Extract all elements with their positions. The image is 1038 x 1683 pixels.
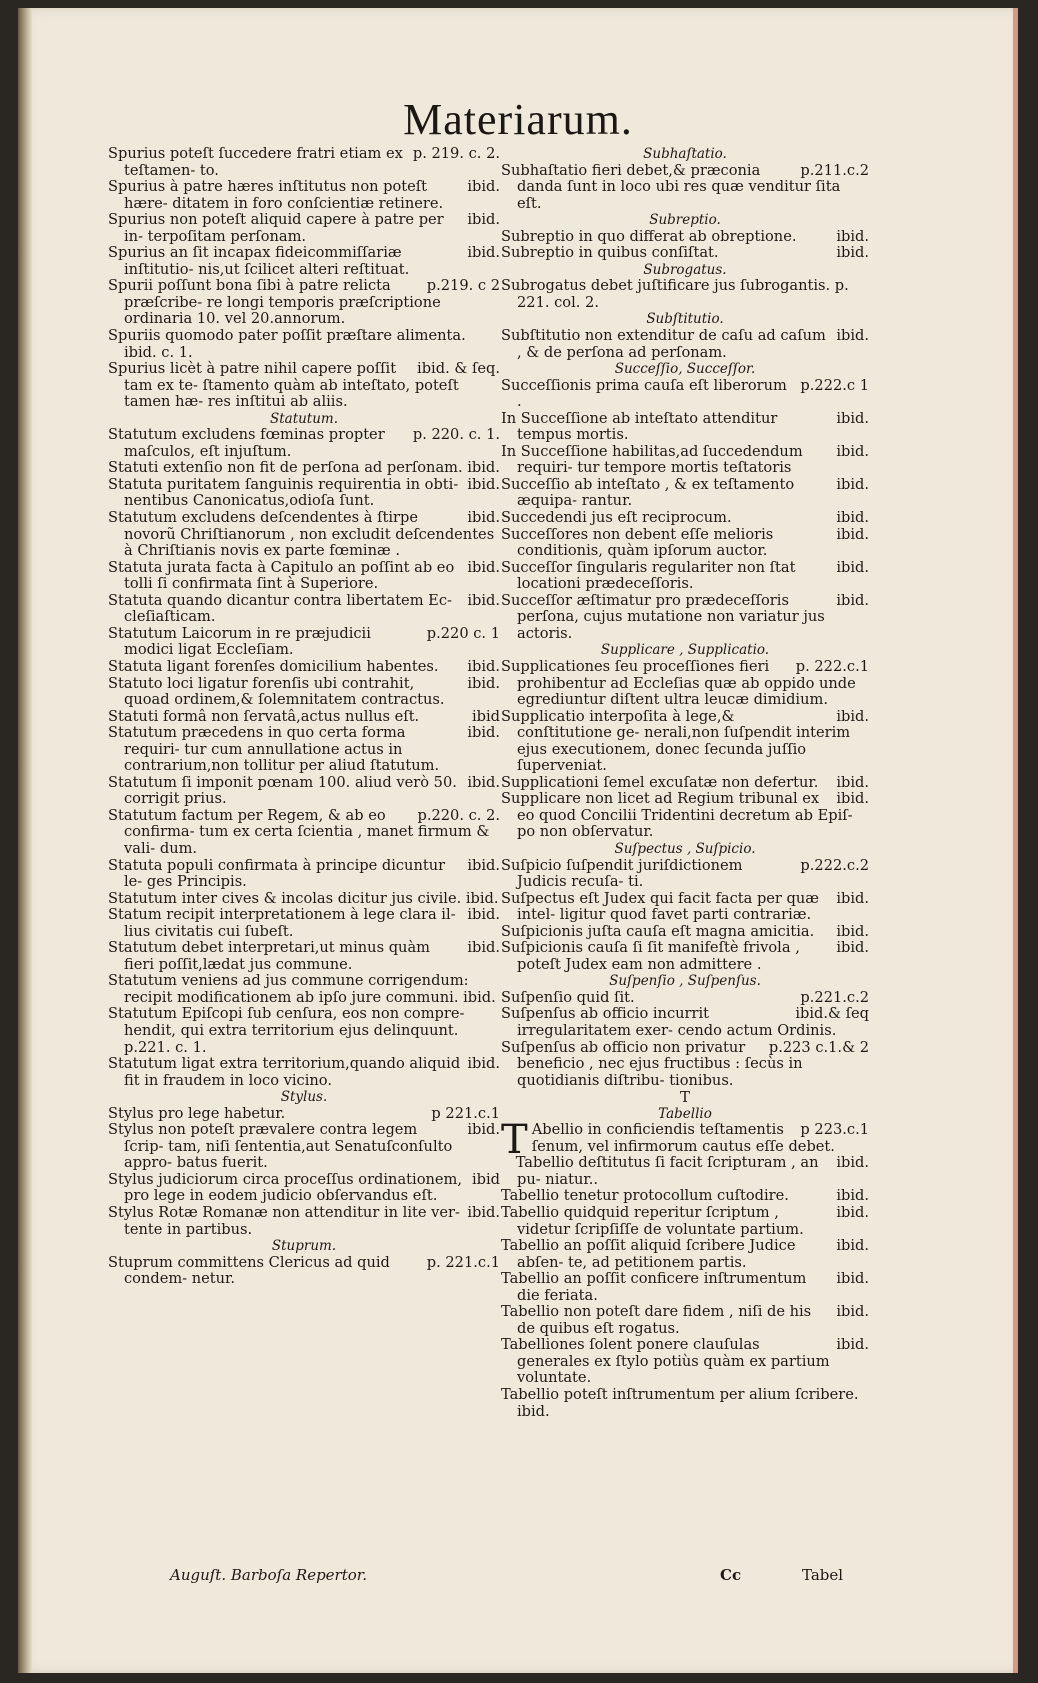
index-entry xyxy=(501,659,869,709)
index-entry xyxy=(501,990,869,1007)
page-reference: ibid. xyxy=(467,939,500,957)
page-reference: p. 222.c.1 xyxy=(795,657,869,675)
index-entry xyxy=(501,791,869,841)
page-reference: p.211.c.2 xyxy=(800,161,869,179)
index-entry xyxy=(108,940,500,973)
page-reference: p.219. c 2 xyxy=(426,277,500,295)
entry-text: Supplicare non licet ad Regium tribunal ex eo quod Concilii Tridentini decretum ab Epiſ- po non obſervatur. xyxy=(501,790,853,841)
index-entry xyxy=(501,891,869,924)
page-reference: ibid. xyxy=(467,211,500,229)
entry-text: Statutum præcedens in quo certa forma requiri- tur cum annullatione actus in contrarium,non tollitur per aliud ſtatutum. xyxy=(108,724,440,775)
entry-text: Tabellio tenetur protocollum cuſtodire. xyxy=(501,1187,789,1205)
entry-text: Suſpenſio quid ſit. xyxy=(501,988,635,1006)
page-reference: p 223.c.1 xyxy=(800,1121,869,1139)
index-entry xyxy=(108,973,500,1006)
index-entry xyxy=(108,907,500,940)
index-entry xyxy=(501,560,869,593)
index-entry xyxy=(108,146,500,179)
entry-text: Succeſſio ab inteſtato , & ex teſtamento æquipa- rantur. xyxy=(501,475,795,510)
section-heading: Succeſſio, Succeſſor. xyxy=(614,361,756,378)
entry-text: Statutum Laicorum in re præjudicii modici ligat Eccleſiam. xyxy=(108,624,371,659)
index-entry xyxy=(108,212,500,245)
entry-text: Suſpicio ſuſpendit juriſdictionem Judicis recuſa- ti. xyxy=(501,856,743,891)
index-entry xyxy=(108,626,500,659)
page-reference: ibid. xyxy=(467,1204,500,1221)
page-reference: p.223 c.1.& 2 xyxy=(768,1038,869,1056)
entry-text: Tabellio an poſſit aliquid ſcribere Judice abſen- te, ad petitionem partis. xyxy=(501,1237,796,1271)
index-entry xyxy=(501,593,869,643)
page-reference: ibid. xyxy=(836,227,869,245)
page-reference: ibid. xyxy=(836,1303,869,1321)
entry-text: Statuti formâ non ſervatâ,actus nullus eſt. xyxy=(108,707,420,725)
page-reference: ibid. xyxy=(836,889,869,907)
page-reference: ibid. xyxy=(467,674,500,692)
entry-text: Succeſſores non debent eſſe melioris conditionis, quàm ipſorum auctor. xyxy=(501,525,774,560)
entry-text: Succedendi jus eſt reciprocum. xyxy=(501,509,732,527)
index-entry xyxy=(108,477,500,510)
page-reference: ibid. xyxy=(467,178,500,196)
index-entry xyxy=(108,1255,500,1288)
index-entry xyxy=(501,924,869,941)
page-reference: ibid. xyxy=(836,939,869,957)
entry-text: Tabellio deſtitutus ſi facit ſcripturam , an pu- niatur.. xyxy=(515,1154,819,1188)
page-reference: ibid. xyxy=(836,773,869,791)
page-reference: ibid. xyxy=(467,773,500,791)
page-reference: ibid. xyxy=(836,1187,869,1205)
entry-text: Statutum factum per Regem, & ab eo confirma- tum ex certa ſcientia , manet firmum & vali- dum. xyxy=(108,806,490,857)
index-entry xyxy=(501,1271,869,1304)
index-entry xyxy=(501,278,869,311)
entry-text: Subreptio in quo differat ab obreptione. xyxy=(501,227,797,245)
section-heading: Suſpenſio , Suſpenſus. xyxy=(609,973,761,990)
section-heading: Subrogatus. xyxy=(643,261,727,278)
index-entry xyxy=(108,808,500,858)
page-reference: ibid. xyxy=(467,244,500,262)
index-entry xyxy=(501,1387,869,1420)
entry-text: In Succeſſione ab inteſtato attenditur tempus mortis. xyxy=(501,409,778,444)
page-reference: ibid. xyxy=(467,1121,500,1139)
drop-cap: T xyxy=(501,1117,528,1164)
index-entry xyxy=(108,460,500,477)
entry-text: Tabellio quidquid reperitur ſcriptum , videtur ſcripſiſſe de voluntate partium. xyxy=(501,1204,804,1238)
index-entry xyxy=(501,858,869,891)
left-column xyxy=(108,146,500,1288)
index-entry xyxy=(501,775,869,792)
entry-text: Statutum inter cives & incolas dicitur jus civile. ibid. xyxy=(108,889,499,907)
index-entry xyxy=(501,411,869,444)
index-entry xyxy=(501,1006,869,1039)
book-page xyxy=(18,8,1018,1673)
section-heading: Statutum. xyxy=(269,410,339,427)
index-entry xyxy=(108,328,500,361)
index-entry xyxy=(108,1172,500,1205)
index-entry xyxy=(501,1188,869,1205)
index-entry xyxy=(501,1238,869,1271)
index-entry xyxy=(501,940,869,973)
entry-text: Stylus Rotæ Romanæ non attenditur in lite ver- tente in partibus. xyxy=(108,1204,460,1238)
index-entry xyxy=(501,510,869,527)
index-entry xyxy=(501,709,869,775)
page-reference: p. 221.c.1 xyxy=(426,1253,500,1271)
index-entry xyxy=(108,891,500,908)
index-entry xyxy=(108,1122,500,1172)
entry-text: Spurius à patre hæres inſtitutus non poteſt hære- ditatem in foro conſcientiæ retinere. xyxy=(108,178,444,212)
entry-text: Statuta ligant forenſes domicilium habentes. xyxy=(108,657,439,675)
index-entry xyxy=(108,179,500,212)
page-reference: ibid xyxy=(471,1170,500,1188)
index-entry xyxy=(108,427,500,460)
entry-text: Spuriis quomodo pater poſſit præſtare alimenta. ibid. c. 1. xyxy=(108,327,466,361)
entry-text: Spurii poſſunt bona ſibi à patre relicta præſcribe- re longi temporis præſcriptione ordinaria 10. vel 20.annorum. xyxy=(108,277,441,328)
page-title: Materiarum. xyxy=(403,95,633,144)
entry-text: Succeſſionis prima cauſa eſt liberorum . xyxy=(501,376,787,411)
index-entry xyxy=(501,527,869,560)
entry-text: Subrogatus debet juſtificare jus ſubrogantis. p. 221. col. 2. xyxy=(501,277,849,311)
section-heading: Suſpectus , Suſpicio. xyxy=(614,840,756,857)
page-reference: ibid. xyxy=(467,558,500,576)
index-entry xyxy=(501,1337,869,1387)
page-reference: ibid xyxy=(471,707,500,725)
index-entry xyxy=(108,858,500,891)
entry-text: Suſpicionis juſta cauſa eſt magna amicitia. xyxy=(501,922,815,940)
page-reference: ibid. xyxy=(836,591,869,609)
index-entry xyxy=(108,278,500,328)
entry-text: Subſtitutio non extenditur de caſu ad caſum , & de perſona ad perſonam. xyxy=(501,327,826,361)
page-reference: ibid. & ſeq. xyxy=(417,360,500,378)
running-title: Auguſt. Barboſa Repertor. xyxy=(170,1566,368,1584)
page-reference: ibid. xyxy=(836,509,869,527)
page-reference: ibid. xyxy=(836,442,869,460)
entry-text: Stuprum committens Clericus ad quid condem- netur. xyxy=(108,1253,390,1288)
page-reference: ibid. xyxy=(836,525,869,543)
page-reference: ibid. xyxy=(467,724,500,742)
entry-text: Statuta populi confirmata à principe dicuntur le- ges Principis. xyxy=(108,856,446,891)
page-reference: ibid. xyxy=(836,1204,869,1221)
page-reference: ibid. xyxy=(836,558,869,576)
entry-text: Statuta jurata facta à Capitulo an poſſint ab eo tolli ſi confirmata ſint à Superiore. xyxy=(108,558,455,593)
page-reference: ibid. xyxy=(467,856,500,874)
entry-text: Abellio in conficiendis teſtamentis ſenum, vel infirmorum cautus eſſe debet. xyxy=(531,1121,835,1155)
index-entry xyxy=(108,560,500,593)
page-reference: ibid. xyxy=(467,591,500,609)
page-reference: ibid. xyxy=(836,707,869,725)
index-entry xyxy=(501,477,869,510)
page-reference: p 221.c.1 xyxy=(431,1104,500,1122)
index-entry xyxy=(501,1205,869,1238)
index-entry xyxy=(108,245,500,278)
page-reference: ibid.& ſeq xyxy=(795,1005,869,1023)
entry-text: Suſpenſus ab officio non privatur beneficio , nec ejus fructibus : ſecùs in quotidianis diſtribu- tionibus. xyxy=(501,1038,803,1089)
entry-text: Suſpectus eſt Judex qui facit facta per quæ intel- ligitur quod favet parti contrariæ. xyxy=(501,889,820,924)
index-entry xyxy=(501,378,869,411)
page-reference: ibid. xyxy=(836,1154,869,1172)
entry-text: Spurius poteſt ſuccedere fratri etiam ex teſtamen- to. xyxy=(108,145,403,179)
index-entry xyxy=(501,444,869,477)
page-reference: ibid. xyxy=(836,922,869,940)
index-entry xyxy=(501,1040,869,1090)
index-entry xyxy=(108,725,500,775)
index-entry xyxy=(108,1205,500,1238)
entry-text: Stylus judiciorum circa proceſſus ordinationem, pro lege in eodem judicio obſervandus eſt. xyxy=(108,1170,462,1205)
index-entry xyxy=(108,361,500,411)
page-reference: p.220. c. 2. xyxy=(417,806,500,824)
page-reference: ibid. xyxy=(467,1055,500,1073)
index-entry xyxy=(501,163,869,213)
index-entry xyxy=(108,659,500,676)
page-reference: ibid. xyxy=(836,327,869,345)
entry-text: Supplicationes ſeu proceſſiones fieri prohibentur ad Eccleſias quæ ab oppido unde egrediuntur diſtent ultra leucæ dimidium. xyxy=(501,657,856,709)
index-entry xyxy=(108,676,500,709)
index-entry xyxy=(108,775,500,808)
section-heading: Subhaſtatio. xyxy=(643,146,727,162)
index-entry xyxy=(501,229,869,246)
right-column xyxy=(501,146,869,1420)
catchword: Tabel xyxy=(802,1566,844,1584)
page-reference: ibid. xyxy=(467,906,500,924)
entry-text: Statutum debet interpretari,ut minus quàm fieri poſſit,lædat jus commune. xyxy=(108,939,430,973)
entry-text: Spurius an ſit incapax fideicommiſſariæ inſtitutio- nis,ut ſcilicet alteri reſtituat. xyxy=(108,244,410,278)
index-entry xyxy=(501,1304,869,1337)
index-entry xyxy=(108,1106,500,1123)
entry-text: Statutum Epiſcopi ſub cenſura, eos non compre- hendit, qui extra territorium ejus delinquunt. p.221. c. 1. xyxy=(108,1005,465,1056)
index-entry xyxy=(108,709,500,726)
signature-mark: Cc xyxy=(720,1566,742,1584)
index-entry xyxy=(501,328,869,361)
entry-text: Spurius non poteſt aliquid capere à patre per in- terpoſitam perſonam. xyxy=(108,211,444,245)
section-heading: Supplicare , Supplicatio. xyxy=(600,642,770,659)
index-entry xyxy=(108,1056,500,1089)
index-entry xyxy=(108,510,500,560)
entry-text: Stylus non poteſt prævalere contra legem ſcrip- tam, niſi ſententia,aut Senatuſconſulto appro- batus fuerit. xyxy=(108,1121,453,1172)
entry-text: Statutum ligat extra territorium,quando aliquid fit in fraudem in loco vicino. xyxy=(108,1055,461,1089)
page-reference: p. 219. c. 2. xyxy=(412,145,500,162)
index-entry xyxy=(501,245,869,262)
entry-text: Statutum excludens fœminas propter maſculos, eſt injuſtum. xyxy=(108,426,385,460)
section-heading: Tabellio xyxy=(658,1105,712,1122)
entry-text: Statuta quando dicantur contra libertatem Ec- cleſiaſticam. xyxy=(108,591,452,626)
page-reference: ibid. xyxy=(836,475,869,493)
page-reference: ibid. xyxy=(467,657,500,675)
page-reference: p.220 c. 1 xyxy=(426,624,500,642)
section-heading: Subreptio. xyxy=(649,212,721,229)
entry-text: Statutum veniens ad jus commune corrigendum: recipit modificationem ab ipſo jure communi. ibid. xyxy=(108,972,496,1006)
entry-text: Statuti extenſio non fit de perſona ad perſonam. ibid. xyxy=(108,459,500,477)
entry-text: Statuto loci ligatur forenſis ubi contrahit, quoad ordinem,& ſolemnitatem contractus. xyxy=(108,674,445,709)
page-reference: ibid. xyxy=(836,409,869,427)
page-reference: p. 220. c. 1. xyxy=(412,426,500,444)
book-spine xyxy=(18,8,32,1673)
page-reference: ibid. xyxy=(467,475,500,493)
entry-text: Statum recipit interpretationem à lege clara il- lius civitatis cui ſubeſt. xyxy=(108,906,456,940)
entry-text: Tabellio poteſt inſtrumentum per alium ſcribere. ibid. xyxy=(501,1386,859,1420)
page-reference: ibid. xyxy=(836,790,869,808)
entry-text: Statutum excludens deſcendentes à ſtirpe novorũ Chriſtianorum , non excludit deſcendentes à Chriſtianis novis ex parte fœminæ . xyxy=(108,509,495,560)
entry-text: Subhaſtatio fieri debet,& præconia danda ſunt in loco ubi res quæ venditur ſita eſt. xyxy=(501,161,841,212)
section-heading: Subſtitutio. xyxy=(646,311,724,328)
entry-text: Suſpenſus ab officio incurrit irregularitatem exer- cendo actum Ordinis. xyxy=(501,1005,837,1039)
page-reference: p.222.c.2 xyxy=(800,856,869,874)
entry-text: Succeſſor æſtimatur pro prædeceſſoris perſona, cujus mutatione non variatur jus actoris. xyxy=(501,591,825,642)
page-reference: ibid. xyxy=(836,1237,869,1255)
entry-text: Spurius licèt à patre nihil capere poſſit tam ex te- ſtamento quàm ab inteſtato, poteſt tamen hæ- res inſtitui ab aliis. xyxy=(108,360,459,411)
red-page-edge xyxy=(1013,8,1018,1673)
entry-text: Tabellio an poſſit conficere inſtrumentum die feriata. xyxy=(501,1270,807,1304)
index-entry xyxy=(501,1155,869,1188)
entry-text: Stylus pro lege habetur. xyxy=(108,1104,286,1122)
page-reference: p.222.c 1 xyxy=(800,376,869,394)
entry-text: Tabelliones ſolent ponere clauſulas generales ex ſtylo potiùs quàm ex partium voluntate. xyxy=(501,1336,830,1387)
entry-text: Statuta puritatem ſanguinis requirentia in obti- nentibus Canonicatus,odioſa ſunt. xyxy=(108,475,459,510)
entry-text: Supplicatio interpoſita à lege,& conſtitutione ge- nerali,non ſuſpendit interim ejus executionem, donec ſecunda juſſio ſuperveniat. xyxy=(501,707,851,775)
entry-text: Succeſſor ſingularis regulariter non ſtat locationi prædeceſſoris. xyxy=(501,558,796,593)
index-entry xyxy=(108,593,500,626)
letter-section-heading: T xyxy=(679,1088,690,1107)
page-reference: ibid. xyxy=(836,1270,869,1288)
entry-text: Supplicationi ſemel excuſatæ non defertur. xyxy=(501,773,819,791)
page-reference: ibid. xyxy=(467,509,500,527)
entry-text: In Succeſſione habilitas,ad ſuccedendum requiri- tur tempore mortis teſtatoris xyxy=(501,442,803,477)
page-reference: ibid. xyxy=(836,1336,869,1354)
section-heading: Stylus. xyxy=(280,1089,328,1106)
index-entry xyxy=(108,1006,500,1056)
page-reference: ibid. xyxy=(836,244,869,262)
entry-text: Suſpicionis cauſa ſi ſit manifeſtè frivola , poteſt Judex eam non admittere . xyxy=(501,939,800,973)
entry-text: Subreptio in quibus conſiſtat. xyxy=(501,244,719,262)
section-heading: Stuprum. xyxy=(271,1238,337,1255)
page-reference: p.221.c.2 xyxy=(800,988,869,1006)
entry-text: Statutum ſi imponit pœnam 100. aliud verò 50. corrigit prius. xyxy=(108,773,457,808)
entry-text: Tabellio non poteſt dare fidem , niſi de his de quibus eſt rogatus. xyxy=(501,1303,812,1337)
